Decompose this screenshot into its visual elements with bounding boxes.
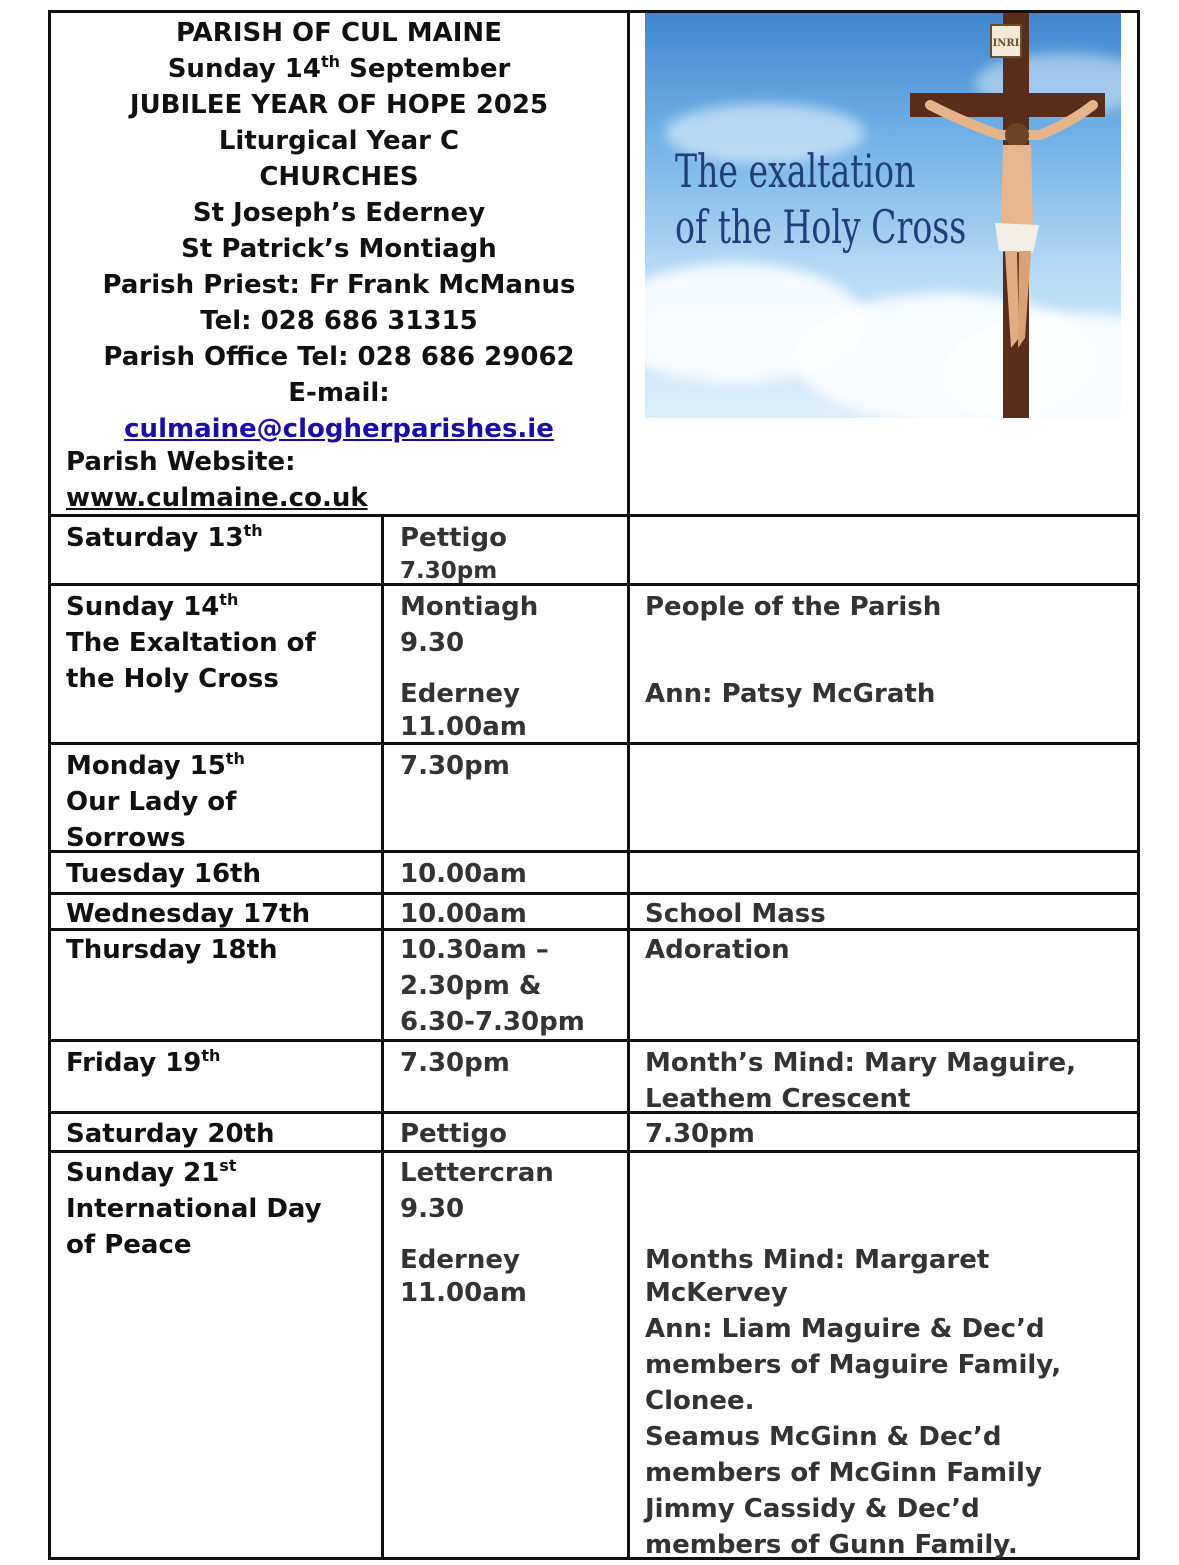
parish-header [52, 15, 626, 447]
schedule-day [66, 748, 245, 856]
schedule-day [66, 1045, 220, 1081]
day-line: of Peace [66, 1230, 192, 1260]
day-line: The Exaltation of [66, 628, 316, 658]
phone: Tel: 028 686 31315 [200, 306, 478, 336]
day-line: International Day [66, 1194, 322, 1224]
office-phone: Parish Office Tel: 028 686 29062 [103, 342, 575, 372]
church-ederney: St Joseph’s Ederney [192, 198, 486, 228]
schedule-time: 11.00am [400, 1278, 527, 1308]
divider [627, 10, 630, 1560]
day-line: Sunday 21st [66, 1156, 237, 1188]
schedule-note: Ann: Patsy McGrath [645, 679, 936, 709]
schedule-day [66, 1116, 275, 1152]
schedule-day [66, 896, 310, 932]
day-line: Monday 15th [66, 749, 245, 781]
schedule-day [66, 856, 261, 892]
schedule-time: 10.00am [400, 899, 527, 929]
jubilee-line: JUBILEE YEAR OF HOPE 2025 [129, 90, 549, 120]
divider [48, 1039, 1140, 1042]
divider [48, 742, 1140, 745]
day-line: Saturday 13th [66, 521, 263, 553]
day-line: Our Lady of [66, 787, 237, 817]
divider [48, 583, 1140, 586]
schedule-day [66, 1155, 322, 1263]
divider [48, 1111, 1140, 1114]
schedule-note: Ann: Liam Maguire & Dec’d [645, 1314, 1045, 1344]
day-line: Friday 19th [66, 1046, 221, 1078]
schedule-time: Ederney [400, 1245, 520, 1275]
day-line: the Holy Cross [66, 664, 279, 694]
day-line: Saturday 20th [66, 1119, 275, 1149]
schedule-note: McKervey [645, 1278, 788, 1308]
day-line: Wednesday 17th [66, 899, 311, 929]
schedule-note: Adoration [645, 935, 790, 965]
schedule-time: 11.00am [400, 712, 527, 742]
schedule-note: Month’s Mind: Mary Maguire, [645, 1048, 1076, 1078]
day-line: Thursday 18th [66, 935, 278, 965]
church-montiagh: St Patrick’s Montiagh [181, 234, 497, 264]
schedule-time: Montiagh [400, 592, 539, 622]
schedule-time: 9.30 [400, 1194, 465, 1224]
schedule-note: members of McGinn Family [645, 1458, 1042, 1488]
day-line: Sorrows [66, 823, 186, 853]
holy-cross-image [645, 13, 1121, 418]
divider [48, 892, 1140, 895]
schedule-note: members of Maguire Family, [645, 1350, 1062, 1380]
schedule-time: 2.30pm & [400, 971, 542, 1001]
schedule-time: 10.00am [400, 859, 527, 889]
schedule-time: 9.30 [400, 628, 465, 658]
schedule-note: Months Mind: Margaret [645, 1245, 990, 1275]
schedule-day [66, 589, 316, 697]
schedule-note: People of the Parish [645, 592, 942, 622]
schedule-time: 7.30pm [400, 751, 510, 781]
website-link[interactable]: www.culmaine.co.uk [66, 483, 368, 513]
schedule-note: Seamus McGinn & Dec’d [645, 1422, 1002, 1452]
schedule-time: 10.30am – [400, 935, 549, 965]
schedule-note: School Mass [645, 899, 826, 929]
image-title: The exaltation of the Holy Cross [675, 144, 967, 254]
schedule-time: Pettigo [400, 523, 507, 553]
schedule-time: 7.30pm [400, 1048, 510, 1078]
schedule-day [66, 932, 278, 968]
svg-text:INRI: INRI [992, 38, 1020, 49]
crucifix-icon [645, 13, 1121, 418]
day-line: Sunday 14th [66, 590, 239, 622]
schedule-note: 7.30pm [645, 1119, 755, 1149]
day-line: Tuesday 16th [66, 859, 261, 889]
email-label: E-mail: [288, 378, 390, 408]
parish-priest: Parish Priest: Fr Frank McManus [102, 270, 576, 300]
schedule-note: Leathem Crescent [645, 1084, 911, 1114]
schedule-time: Ederney [400, 679, 520, 709]
schedule-note: members of Gunn Family. [645, 1530, 1018, 1560]
divider [381, 514, 384, 1560]
website-label: Parish Website: [66, 447, 296, 477]
churches-heading: CHURCHES [259, 162, 419, 192]
schedule-note: Clonee. [645, 1386, 755, 1416]
date-line: Sunday 14th September [167, 52, 511, 84]
schedule-time: 6.30-7.30pm [400, 1007, 585, 1037]
schedule-note: Jimmy Cassidy & Dec’d [645, 1494, 980, 1524]
website-block [66, 444, 368, 516]
schedule-time: 7.30pm [400, 558, 498, 584]
schedule-time: Pettigo [400, 1119, 507, 1149]
email-link[interactable]: culmaine@clogherparishes.ie [124, 414, 554, 444]
parish-name: PARISH OF CUL MAINE [176, 18, 502, 48]
schedule-day [66, 520, 263, 556]
liturgical-year: Liturgical Year C [218, 126, 460, 156]
schedule-time: Lettercran [400, 1158, 554, 1188]
